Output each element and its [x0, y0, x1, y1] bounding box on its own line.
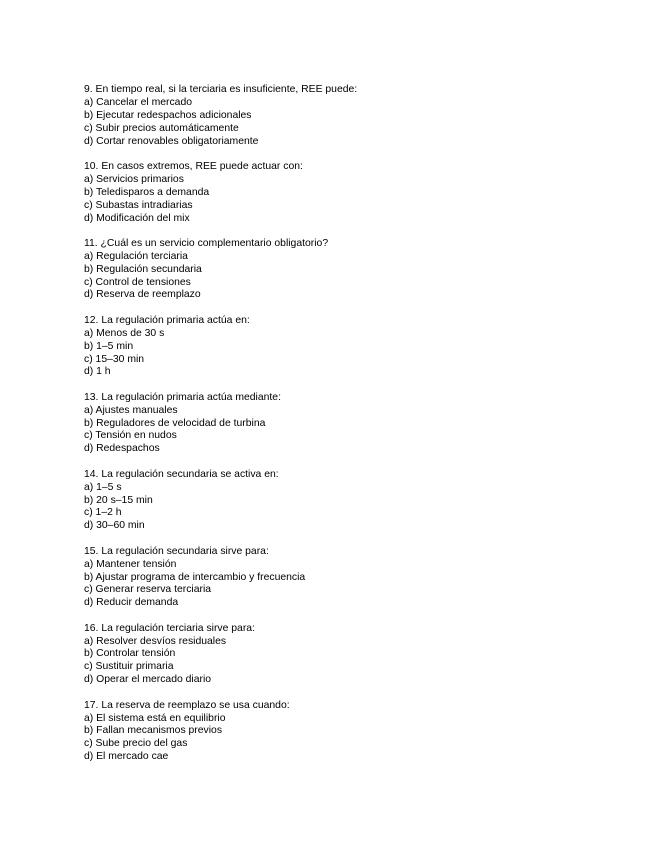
- question-prompt: 14. La regulación secundaria se activa en:: [84, 468, 279, 480]
- answer-option-c: c) Control de tensiones: [84, 276, 191, 288]
- answer-option-a: a) Regulación terciaria: [84, 250, 188, 262]
- answer-option-d: d) 1 h: [84, 366, 111, 378]
- answer-option-b: b) 1–5 min: [84, 340, 134, 352]
- question-prompt: 13. La regulación primaria actúa mediante:: [84, 391, 281, 403]
- answer-option-c: c) Sustituir primaria: [84, 661, 174, 673]
- answer-option-a: a) Resolver desvíos residuales: [84, 635, 227, 647]
- answer-option-c: c) 15–30 min: [84, 353, 145, 365]
- answer-option-d: d) Reducir demanda: [84, 597, 179, 609]
- question-11: [84, 238, 624, 302]
- answer-option-a: a) Mantener tensión: [84, 558, 177, 570]
- answer-option-b: b) Teledisparos a demanda: [84, 186, 210, 198]
- answer-option-a: a) 1–5 s: [84, 481, 122, 493]
- question-prompt: 9. En tiempo real, si la terciaria es insuficiente, REE puede:: [84, 84, 358, 95]
- answer-option-d: d) Reserva de reemplazo: [84, 289, 201, 301]
- answer-option-d: d) El mercado cae: [84, 751, 169, 763]
- answer-option-c: c) Subir precios automáticamente: [84, 122, 239, 134]
- answer-option-b: b) Reguladores de velocidad de turbina: [84, 417, 266, 429]
- question-16: [84, 623, 624, 687]
- answer-option-a: a) Cancelar el mercado: [84, 96, 192, 108]
- question-17: [84, 700, 624, 764]
- answer-option-d: d) Redespachos: [84, 443, 160, 455]
- question-prompt: 12. La regulación primaria actúa en:: [84, 314, 250, 326]
- question-prompt: 10. En casos extremos, REE puede actuar con:: [84, 160, 303, 172]
- answer-option-a: a) El sistema está en equilibrio: [84, 712, 226, 724]
- answer-option-c: c) Tensión en nudos: [84, 430, 177, 442]
- answer-option-a: a) Menos de 30 s: [84, 327, 165, 339]
- answer-option-b: b) Regulación secundaria: [84, 263, 202, 275]
- question-14: [84, 469, 624, 533]
- question-prompt: 15. La regulación secundaria sirve para:: [84, 545, 269, 557]
- answer-option-d: d) 30–60 min: [84, 520, 145, 532]
- answer-option-c: c) Subastas intradiarias: [84, 199, 193, 211]
- answer-option-b: b) Ajustar programa de intercambio y frecuencia: [84, 571, 306, 583]
- answer-option-d: d) Operar el mercado diario: [84, 674, 212, 686]
- answer-option-b: b) Controlar tensión: [84, 648, 176, 660]
- question-prompt: 11. ¿Cuál es un servicio complementario obligatorio?: [84, 237, 329, 249]
- answer-option-b: b) 20 s–15 min: [84, 494, 153, 506]
- answer-option-b: b) Ejecutar redespachos adicionales: [84, 109, 252, 121]
- answer-option-a: a) Servicios primarios: [84, 173, 184, 185]
- answer-option-c: c) 1–2 h: [84, 507, 122, 519]
- question-15: [84, 546, 624, 610]
- question-9: [84, 84, 624, 148]
- answer-option-d: d) Modificación del mix: [84, 212, 190, 224]
- answer-option-c: c) Generar reserva terciaria: [84, 584, 212, 596]
- question-prompt: 17. La reserva de reemplazo se usa cuando:: [84, 699, 290, 711]
- answer-option-b: b) Fallan mecanismos previos: [84, 725, 223, 737]
- answer-option-a: a) Ajustes manuales: [84, 404, 178, 416]
- question-13: [84, 392, 624, 456]
- answer-option-c: c) Sube precio del gas: [84, 738, 188, 750]
- question-list: [84, 84, 624, 777]
- question-10: [84, 161, 624, 225]
- question-12: [84, 315, 624, 379]
- answer-option-d: d) Cortar renovables obligatoriamente: [84, 135, 259, 147]
- question-prompt: 16. La regulación terciaria sirve para:: [84, 622, 255, 634]
